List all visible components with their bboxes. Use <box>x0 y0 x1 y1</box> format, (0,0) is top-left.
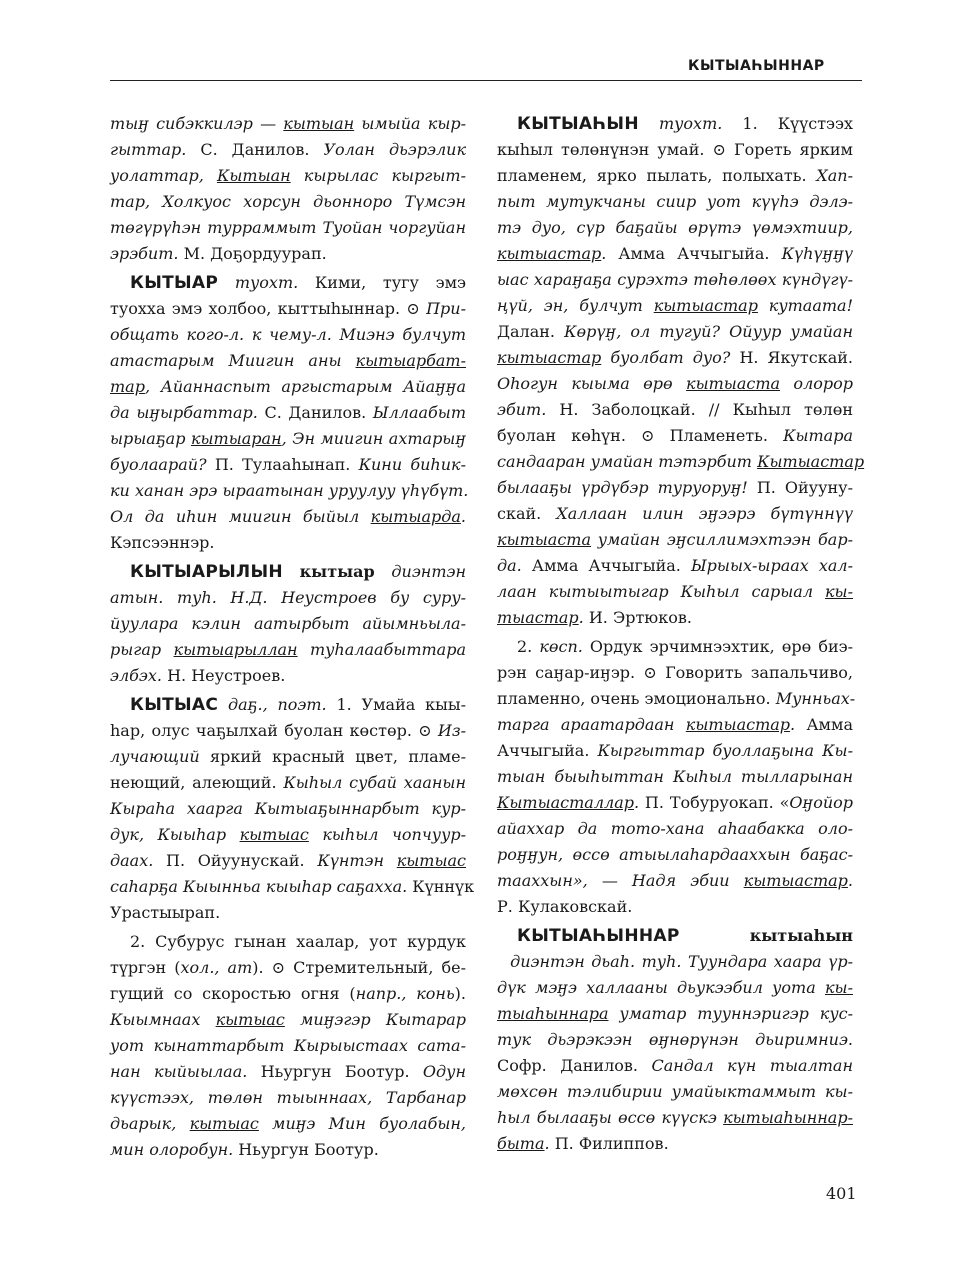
text-line: ыас хараӈаҕа сурэхтэ төһөлөөх күндүгү- <box>497 270 853 289</box>
text-line: Кыымнаах кытыас миӈэгэр Кытарар <box>110 1010 466 1029</box>
text-line: кытыастар. Амма Аччыгыйа. Күһүӈӈү <box>497 244 853 263</box>
text-line: ки ханан эрэ ыраатынан уруулуу үһүбүт. <box>110 481 469 500</box>
text-line: Урастыырап. <box>110 903 221 922</box>
text-line: ңүй, эн, булчут кытыастар кутаата! <box>497 296 854 315</box>
text-line: элбэх. Н. Неустроев. <box>110 666 286 685</box>
text-line: уот кынаттарбыт Кырыыстаах сата- <box>110 1036 466 1055</box>
text-line: тааххын», — Надя эбии кытыастар. <box>497 871 853 890</box>
text-line: эбит. Н. Заболоцкай. // Кыһыл төлөн <box>497 400 853 419</box>
text-line: лучающий яркий красный цвет, пламе- <box>110 747 466 766</box>
text-line: буолан көһүн. ⊙ Пламенеть. Кытара <box>497 426 853 445</box>
page-number: 401 <box>826 1184 857 1203</box>
text-line: айаххар да тото-хана аһаабакка оло- <box>497 819 853 838</box>
text-line: Софр. Данилов. Сандал күн тыалтан <box>497 1056 853 1075</box>
text-line: тар, Айаннаспыт аргыстарым Айаӈӈа <box>110 377 466 396</box>
text-line: уолаттар, Кытыан кырылас кыргыт- <box>110 166 467 185</box>
text-line: КЫТЫАС даҕ., поэт. 1. Умайа кыы- <box>130 695 466 715</box>
text-line: 2. көсп. Ордук эрчимнээхтик, өрө биэ- <box>517 637 853 656</box>
text-line: Далан. Көрүӈ, ол тугуй? Ойуур умайан <box>497 322 854 341</box>
text-line: КЫТЫАҺЫН туохт. 1. Күүстээх <box>517 114 853 134</box>
text-line: тар, Холкуос хорсун дьонноро Түмсэн <box>110 192 466 211</box>
text-line: эрэбит. М. Доҕордуурап. <box>110 244 327 263</box>
text-line: атын. туһ. Н.Д. Неустроев бу суру- <box>110 588 466 607</box>
text-line: тыаһыннара уматар тууннэригэр кус- <box>497 1004 853 1023</box>
text-line: буолаарай? П. Тулааһынап. Кини биһик- <box>110 455 466 474</box>
text-line: дүк мэӈэ халлааны дьукээбил уота кы- <box>497 978 853 997</box>
text-line: КЫТЫАР туохт. Кими, тугу эмэ <box>130 273 466 293</box>
text-line: неющий, алеющий. Кыһыл субай хаанын <box>110 773 466 792</box>
text-line: Кытыасталлар. П. Тобуруокап. «Оӈойор <box>497 793 853 812</box>
text-line: дук, Кыыһар кытыас кыһыл чопчуур- <box>110 825 466 844</box>
text-line: кыһыл төлөнүнэн умай. ⊙ Гореть ярким <box>497 140 853 159</box>
text-line: мин олоробун. Ньургун Боотур. <box>110 1140 379 1159</box>
text-line: тэ дуо, сүр баҕайы өрүтэ үөмэхтиир, <box>497 218 853 237</box>
text-line: нан кыйыылаа. Ньургун Боотур. Одун <box>110 1062 466 1081</box>
text-line: һар, олус чаҕылхай буолан көстөр. ⊙ Из- <box>110 721 466 740</box>
text-line: гыттар. С. Данилов. Уолан дьэрэлик <box>110 140 467 159</box>
text-line: гущий со скоростью огня (напр., конь). <box>110 984 466 1003</box>
text-line: рыгар кытыарыллан туһалаабыттара <box>110 640 466 659</box>
text-line: дьарык, кытыас миӈэ Мин буолабын, <box>110 1114 466 1133</box>
text-line: һыл былааҕы өссө күүскэ кытыаһыннар- <box>497 1108 853 1127</box>
text-line: ырыаҕар кытыаран, Эн миигин ахтарыӈ <box>110 429 467 448</box>
text-line: Оһогун кыыма өрө кытыаста олорор <box>497 374 853 393</box>
header-rule <box>110 80 862 81</box>
text-line: диэнтэн дьаһ. туһ. Туундара хаара үр- <box>510 952 854 971</box>
text-line: тыӈ сибэккилэр — кытыан ымыйа кыр- <box>110 114 466 133</box>
running-head: КЫТЫАҺЫННАР <box>688 58 825 74</box>
text-line: пыт мутукчаны сиир уот күүһэ дэлэ- <box>497 192 853 211</box>
text-line: туохха эмэ холбоо, кыттыһыннар. ⊙ При- <box>110 299 466 318</box>
text-line: скай. Халлаан илин эӈээрэ бүтүннүү <box>497 504 853 523</box>
text-line: КЫТЫАҺЫННАР кытыаһын <box>517 926 853 946</box>
text-line: йуулара кэлин аатырбыт айымньыла- <box>110 614 466 633</box>
text-line: даах. П. Ойуунускай. Күнтэн кытыас <box>110 851 467 870</box>
text-line: былааҕы үрдүбэр туруоруӈ! П. Ойууну- <box>497 478 853 497</box>
text-line: атастарым Миигин аны кытыарбат- <box>110 351 466 370</box>
text-line: тыан быыһыттан Кыһыл тылларынан <box>497 767 853 786</box>
text-line: тук дьэрэкээн өӈнөрүнэн дьиримниэ. <box>497 1030 853 1049</box>
text-line: күүстээх, төлөн тыыннаах, Тарбанар <box>110 1088 466 1107</box>
text-line: быта. П. Филиппов. <box>497 1134 669 1153</box>
text-line: мөхсөн тэлибирии умайыктаммыт кы- <box>497 1082 853 1101</box>
text-line: да. Амма Аччыгыйа. Ырыых-ыраах хал- <box>497 556 854 575</box>
text-line: Аччыгыйа. Кыргыттар буоллаҕына Кы- <box>497 741 853 760</box>
text-line: общать кого-л. к чему-л. Миэнэ булчут <box>110 325 466 344</box>
text-line: сандааран умайан тэтэрбит Кытыастар <box>497 452 865 471</box>
text-line: саһарҕа Кыынньа кыыһар саҕахха. Күннүк <box>110 877 475 896</box>
text-line: кытыастар буолбат дуо? Н. Якутскай. <box>497 348 853 367</box>
text-line: да ыӈырбаттар. С. Данилов. Ыллаабыт <box>110 403 466 422</box>
text-line: төгүрүһэн турраммыт Туойан чоргуйан <box>110 218 466 237</box>
text-line: Р. Кулаковскай. <box>497 897 633 916</box>
text-line: Кэпсээннэр. <box>110 533 215 552</box>
text-line: роӈӈун, өссө атыылаһардааххын баҕас- <box>497 845 853 864</box>
text-line: КЫТЫАРЫЛЫН кытыар диэнтэн <box>130 562 466 582</box>
text-line: тарга араатардаан кытыастар. Амма <box>497 715 853 734</box>
text-line: 2. Субурус гынан хаалар, уот курдук <box>130 932 466 951</box>
text-line: Кыраһа хаарга Кытыаҕыннарбыт кур- <box>110 799 466 818</box>
text-line: лаан кытыытыгар Кыһыл сарыал кы- <box>497 582 853 601</box>
text-line: пламенем, ярко пылать, полыхать. Хап- <box>497 166 853 185</box>
text-line: тыастар. И. Эртюков. <box>497 608 692 627</box>
text-line: пламенно, очень эмоционально. Мунньах- <box>497 689 856 708</box>
text-line: кытыаста умайан эӈсиллимэхтээн бар- <box>497 530 853 549</box>
text-line: Ол да иһин миигин быйыл кытыарда. <box>110 507 466 526</box>
text-line: түргэн (хол., ат). ⊙ Стремительный, бе- <box>110 958 467 977</box>
text-line: рэн саӈар-иӈэр. ⊙ Говорить запальчиво, <box>497 663 853 682</box>
